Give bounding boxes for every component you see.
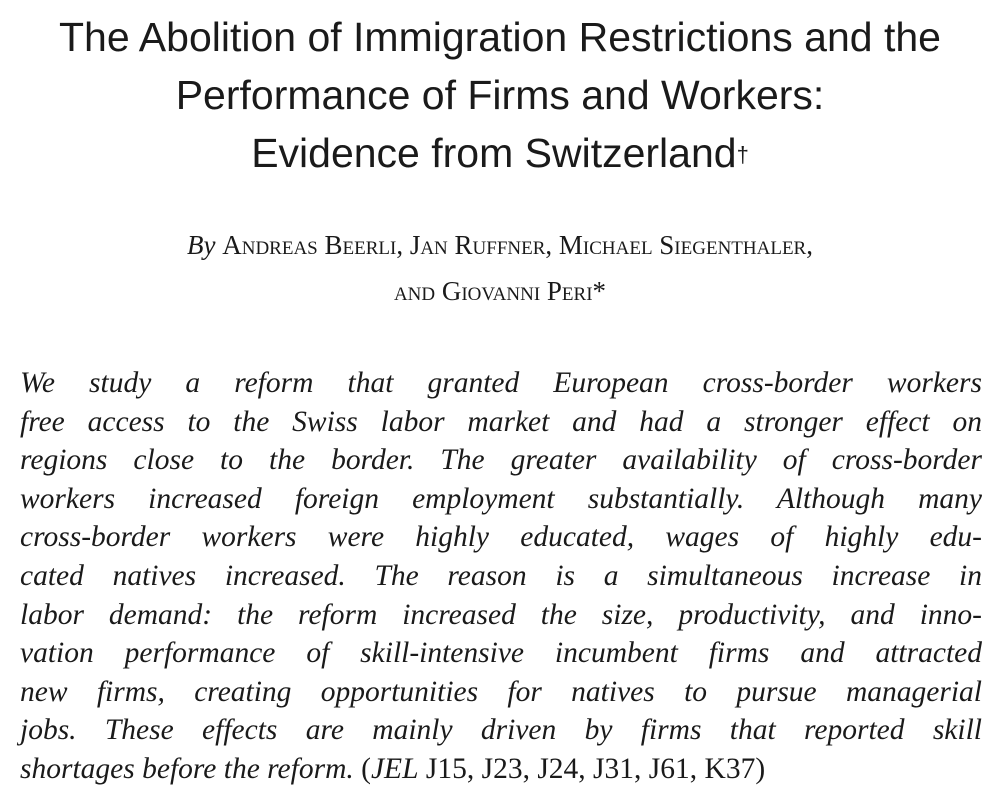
abstract [20, 364, 982, 789]
jel-open-paren: ( [361, 752, 371, 785]
author-names-1: Andreas Beerli, Jan Ruffner, Michael Siegenthaler, [222, 230, 813, 260]
author-line-2 [0, 268, 1000, 314]
jel-codes [361, 753, 765, 785]
title-line-2: Performance of Firms and Workers: [175, 72, 825, 118]
author-names-2: and Giovanni Peri [393, 276, 593, 306]
title-line-1: The Abolition of Immigration Restrictions and the [59, 14, 941, 60]
abstract-line-4: workers increased foreign employment substantially. Although many [20, 482, 982, 515]
abstract-line-2: free access to the Swiss labor market and had a stronger effect on [20, 405, 982, 438]
abstract-line-8: vation performance of skill-intensive incumbent firms and attracted [20, 637, 982, 670]
title-footnote-mark[interactable]: † [736, 142, 749, 167]
abstract-line-10: jobs. These effects are mainly driven by firms that reported skill [20, 714, 982, 747]
jel-label: JEL [370, 752, 419, 785]
abstract-line-9: new firms, creating opportunities for natives to pursue managerial [20, 675, 982, 708]
abstract-line-7: labor demand: the reform increased the size, productivity, and inno- [20, 598, 982, 631]
abstract-line-11 [20, 750, 982, 789]
abstract-line-6: cated natives increased. The reason is a simultaneous increase in [20, 559, 982, 592]
abstract-line-1: We study a reform that granted European cross-border workers [20, 367, 982, 399]
title-line-3 [0, 124, 1000, 182]
jel-code-list: J15, J23, J24, J31, J61, K37 [425, 752, 756, 785]
abstract-line-5: cross-border workers were highly educated, wages of highly edu- [20, 521, 982, 554]
abstract-line-3: regions close to the border. The greater availability of cross-border [20, 444, 982, 477]
author-line-1 [0, 222, 1000, 268]
byline-prefix: By [187, 230, 216, 260]
paper-title [0, 8, 1000, 182]
abstract-last-text: shortages before the reform. [20, 752, 354, 785]
author-byline [0, 222, 1000, 314]
title-line-3-text: Evidence from Switzerland [251, 130, 737, 176]
jel-close-paren: ) [755, 752, 766, 785]
author-footnote-mark[interactable]: * [592, 276, 607, 306]
